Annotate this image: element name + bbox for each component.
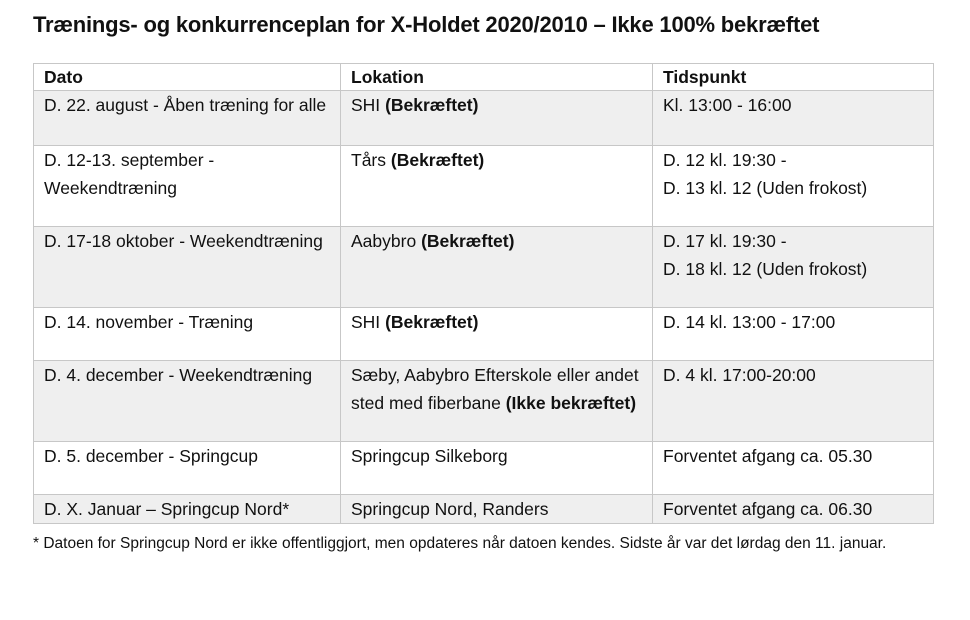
cell-dato: D. 14. november - Træning [34, 308, 341, 361]
cell-dato: D. 4. december - Weekendtræning [34, 361, 341, 442]
cell-tidspunkt [653, 227, 934, 308]
cell-dato: D. X. Januar – Springcup Nord* [34, 495, 341, 524]
location-name: Springcup Nord, Randers [351, 499, 549, 519]
table-row [34, 361, 934, 442]
table-row [34, 308, 934, 361]
table-row [34, 495, 934, 524]
footnote: * Datoen for Springcup Nord er ikke offentliggjort, men opdateres når datoen kendes. Sidste år var det lørdag den 11. januar. [33, 535, 887, 552]
schedule-table [33, 63, 934, 524]
cell-lokation [341, 442, 653, 495]
time-line: D. 12 kl. 19:30 - [663, 150, 787, 170]
cell-lokation [341, 91, 653, 146]
time-line: Forventet afgang ca. 05.30 [663, 446, 873, 466]
status-label: (Ikke bekræftet) [505, 393, 637, 413]
location-name: Tårs [351, 150, 386, 170]
location-name: SHI [351, 312, 381, 332]
table-header-row [34, 64, 934, 91]
time-line: D. 18 kl. 12 (Uden frokost) [663, 259, 868, 279]
time-line: D. 13 kl. 12 (Uden frokost) [663, 178, 868, 198]
status-label: (Bekræftet) [385, 312, 479, 332]
location-name: SHI [351, 95, 381, 115]
time-line: D. 17 kl. 19:30 - [663, 231, 787, 251]
cell-dato: D. 12-13. september - Weekendtræning [34, 146, 341, 227]
cell-tidspunkt [653, 91, 934, 146]
table-row [34, 442, 934, 495]
status-label: (Bekræftet) [385, 95, 479, 115]
time-line: Kl. 13:00 - 16:00 [663, 95, 792, 115]
table-row [34, 146, 934, 227]
time-line: D. 4 kl. 17:00-20:00 [663, 365, 816, 385]
cell-dato: D. 22. august - Åben træning for alle [34, 91, 341, 146]
page-title: Trænings- og konkurrenceplan for X-Holdet 2020/2010 – Ikke 100% bekræftet [33, 12, 820, 37]
column-header-lokation: Lokation [341, 64, 653, 91]
column-header-dato: Dato [34, 64, 341, 91]
cell-tidspunkt [653, 442, 934, 495]
cell-tidspunkt [653, 495, 934, 524]
table-row [34, 91, 934, 146]
status-label: (Bekræftet) [421, 231, 515, 251]
cell-dato: D. 5. december - Springcup [34, 442, 341, 495]
column-header-tidspunkt: Tidspunkt [653, 64, 934, 91]
table-row [34, 227, 934, 308]
cell-tidspunkt [653, 146, 934, 227]
status-label: (Bekræftet) [390, 150, 485, 170]
cell-lokation [341, 146, 653, 227]
cell-lokation [341, 227, 653, 308]
cell-lokation [341, 495, 653, 524]
cell-tidspunkt [653, 361, 934, 442]
location-name: Aabybro [351, 231, 417, 251]
cell-lokation [341, 308, 653, 361]
cell-dato: D. 17-18 oktober - Weekendtræning [34, 227, 341, 308]
time-line: Forventet afgang ca. 06.30 [663, 499, 873, 519]
cell-lokation [341, 361, 653, 442]
time-line: D. 14 kl. 13:00 - 17:00 [663, 312, 836, 332]
cell-tidspunkt [653, 308, 934, 361]
location-name: Sæby, Aabybro Efterskole eller andet sted med fiberbane [351, 365, 639, 413]
location-name: Springcup Silkeborg [351, 446, 508, 466]
